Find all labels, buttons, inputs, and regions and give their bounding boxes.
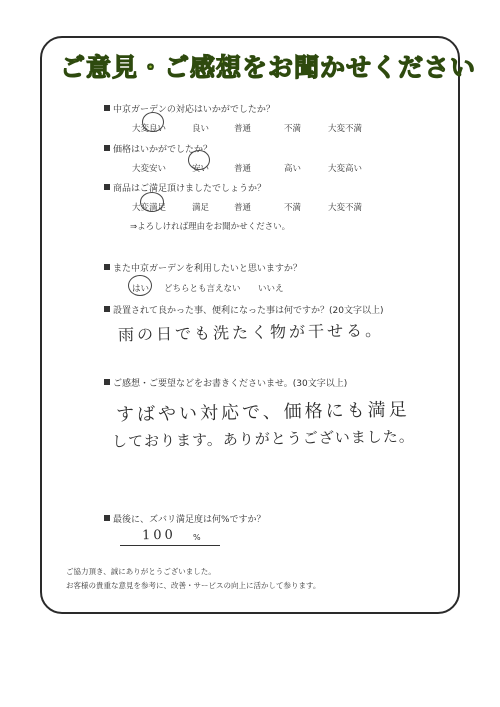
square-bullet-icon [104,379,110,385]
question-feedback-label: ご感想・ご要望などをお書きくださいませ。(30文字以上) [113,379,348,389]
option-price-very-cheap[interactable]: 大変安い [132,164,167,174]
feedback-answer-line2: しております。ありがとうございました。 [111,427,415,451]
question-service [104,102,275,115]
option-reuse-yes[interactable]: はい [132,284,150,294]
option-product-dissatisfied[interactable]: 不満 [284,203,302,213]
option-price-very-expensive[interactable]: 大変高い [328,164,363,174]
question-benefit-label: 設置されて良かった事、便利になった事は何ですか？(20文字以上) [113,306,384,316]
selected-circle-mark [188,150,210,170]
question-score-label: 最後に、ズバリ満足度は何%ですか？ [113,515,266,525]
feedback-answer-line1: すばやい対応で、価格にも満足 [115,399,410,426]
option-price-normal[interactable]: 普通 [234,164,252,174]
square-bullet-icon [104,184,110,190]
square-bullet-icon [104,145,110,151]
question-score [104,512,266,525]
footer-message: お客様の貴重な意見を参考に、改善・サービスの向上に活かして参ります。 [66,581,321,590]
question-service-label: 中京ガーデンの対応はいかがでしたか？ [113,105,275,115]
square-bullet-icon [104,515,110,521]
score-underline [120,545,220,546]
option-product-satisfied[interactable]: 満足 [192,203,210,213]
question-benefit [104,303,383,316]
score-unit: % [193,533,201,542]
option-service-good[interactable]: 良い [192,124,210,134]
question-reuse-label: また中京ガーデンを利用したいと思いますか？ [113,264,302,274]
option-service-dissatisfied[interactable]: 不満 [284,124,302,134]
option-service-very-dissatisfied[interactable]: 大変不満 [328,124,363,134]
selected-circle-mark [142,112,164,132]
option-product-very-dissatisfied[interactable]: 大変不満 [328,203,363,213]
question-reuse [104,261,302,274]
page-title: ご意見・ご感想をお聞かせください [60,53,477,82]
option-reuse-no[interactable]: いいえ [258,284,284,294]
option-price-cheap[interactable]: 安い [192,164,210,174]
question-feedback [104,376,347,389]
option-service-very-good[interactable]: 大変良い [132,124,167,134]
selected-circle-mark [140,192,164,212]
option-product-very-satisfied[interactable]: 大変満足 [132,203,167,213]
square-bullet-icon [104,264,110,270]
option-reuse-neutral[interactable]: どちらとも言えない [164,284,241,294]
question-product-label: 商品はご満足頂けましたでしょうか？ [113,184,267,194]
reason-prompt: ⇒よろしければ理由をお聞かせください。 [130,222,291,232]
square-bullet-icon [104,306,110,312]
score-answer: 100 [141,527,176,544]
option-service-normal[interactable]: 普通 [234,124,252,134]
question-product [104,181,266,194]
selected-circle-mark [128,275,152,296]
question-price-label: 価格はいかがでしたか？ [113,145,213,155]
option-product-normal[interactable]: 普通 [234,203,252,213]
footer-thanks: ご協力頂き、誠にありがとうございました。 [66,567,216,576]
option-price-expensive[interactable]: 高い [284,164,302,174]
benefit-answer: 雨の日でも洗たく物が干せる。 [117,320,385,345]
square-bullet-icon [104,105,110,111]
